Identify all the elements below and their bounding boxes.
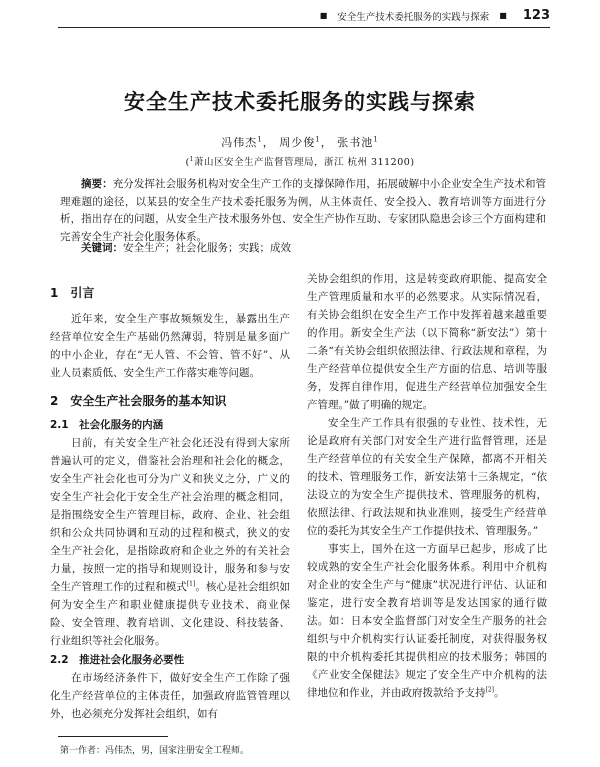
keywords-label: 关键词： — [81, 242, 123, 254]
author-line: 冯伟杰$^1$， 周少俊$^1$， 张书池$^1$ — [221, 135, 379, 149]
citation-ref: [2] — [485, 686, 494, 694]
abstract-label: 摘要： — [81, 178, 113, 190]
author-name: 周少俊 — [279, 136, 316, 149]
section-heading-basics: 2 安全生产社会服务的基本知识 — [50, 394, 227, 408]
abstract-text: 充分发挥社会服务机构对安全生产工作的支撑保障作用，拓展破解中小企业安全生产技术和管理难题的途径，以某县的安全生产技术委托服务为例，从主体责任、安全投入、教育培训等方面进行分析，指出存在的问题，从安全生产技术服务外包、安全生产协作互助、专家团队隐患会诊三个方面构建和完善安全生产社会化服务体系。 — [60, 178, 547, 243]
right-column — [307, 270, 547, 702]
author-name: 张书池 — [337, 136, 374, 149]
affiliation: ($^1$萧山区安全生产监督管理局，浙江 杭州 311200) — [185, 155, 415, 168]
page-number: 123 — [522, 8, 550, 23]
abstract — [60, 176, 546, 246]
citation-ref: [1] — [186, 580, 196, 588]
keywords — [60, 240, 546, 258]
connotation-text: 日前，有关安全生产社会化还没有得到大家所普遍认可的定义，借鉴社会治理和社会化的概念，安全生产社会化也可分为广义和狭义之分，广义的安全生产社会化于安全生产社会治理的概念相同，是指围绕安全生产管理目标，政府、企业、社会组织和公众共同协调和互动的过程和模式，狭义的安全生产社会化，是指除政府和企业之外的有关社会力量，按照一定的指导和规则设计，服务和参与安全生产管理工作的过程和模式 — [50, 437, 290, 593]
author-name: 冯伟杰 — [221, 136, 258, 149]
section-heading-intro: 1 引言 — [50, 286, 95, 300]
footnote-rule — [58, 736, 168, 737]
header-bullet-icon: ■ — [499, 11, 507, 20]
author-mark: 1 — [373, 135, 379, 144]
intro-paragraph: 近年来，安全生产事故频频发生，暴露出生产经营单位安全生产基础仍然薄弱，特别是量多面广的中小企业，存在“无人管、不会管、管不好”、从业人员素质低、安全生产工作落实难等问题。 — [50, 313, 290, 379]
running-title: 安全生产技术委托服务的实践与探索 — [337, 11, 490, 23]
connotation-paragraph — [50, 434, 290, 650]
necessity-paragraph-continued: 关协会组织的作用，这是转变政府职能、提高安全生产管理质量和水平的必然要求。从实际情况看，有关协会组织在安全生产工作中发挥着越来越重要的作用。新安全生产法（以下简称“新安法”）第十二条“有关协会组织依照法律、行政法规和章程，为生产经营单位提供安全生产方面的信息、培训等服务，发挥自律作用，促进生产经营单位加强安全生产管理。”做了明确的规定。 — [307, 273, 547, 411]
international-text: 事实上，国外在这一方面早已起步，形成了比较成熟的安全生产社会化服务体系。利用中介机构对企业的安全生产与“健康”状况进行评估、认证和鉴定，进行安全教育培训等是发达国家的通行做法。如：日本安全监督部门对安全生产服务的社会组织与中介机构实行认证委托制度，对获得服务权限的中介机构委托其提供相应的技术服务；韩国的《产业安全保健法》规定了安全生产中介机构的法律地位和作业，并由政府拨款给予支持 — [307, 543, 547, 699]
header-bullet-icon: ■ — [319, 11, 328, 20]
left-column — [50, 270, 290, 723]
footnote: 第一作者：冯伟杰，男，国家注册安全工程师。 — [60, 746, 250, 756]
connotation-tail: 。核心是社会组织如何为安全生产和职业健康提供专业技术、商业保险、安全管理、教育培训、文化建设、科技装备、行业组织等社会化服务。 — [50, 581, 291, 647]
affiliation-text: 萧山区安全生产监督管理局，浙江 杭州 311200 — [194, 157, 411, 168]
affiliation-mark: 1 — [189, 155, 194, 163]
necessity-paragraph-start: 在市场经济条件下，做好安全生产工作除了强化生产经营单位的主体责任，加强政府监管管理以外，也必须充分发挥社会组织，如有 — [50, 672, 290, 720]
keywords-text: 安全生产；社会化服务；实践；成效 — [123, 242, 291, 254]
subsection-heading-connotation: 2.1 社会化服务的内涵 — [50, 419, 164, 431]
author-mark: 1 — [315, 135, 321, 144]
article-title: 安全生产技术委托服务的实践与探索 — [124, 90, 476, 114]
international-paragraph — [307, 540, 547, 702]
header-rule — [58, 27, 550, 28]
professional-paragraph: 安全生产工作具有很强的专业性、技术性，无论是政府有关部门对安全生产进行监督管理，还是生产经营单位的有关安全生产保障，都离不开相关的技术、管理服务工作，新安法第十三条规定，“依法设立的为安全生产提供技术、管理服务的机构，依照法律、行政法规和执业准则，接受生产经营单位的委托为其安全生产工作提供技术、管理服务。” — [307, 417, 547, 537]
author-mark: 1 — [257, 135, 263, 144]
subsection-heading-necessity: 2.2 推进社会化服务必要性 — [50, 654, 185, 666]
running-header — [60, 8, 550, 23]
international-tail: 。 — [494, 687, 505, 699]
